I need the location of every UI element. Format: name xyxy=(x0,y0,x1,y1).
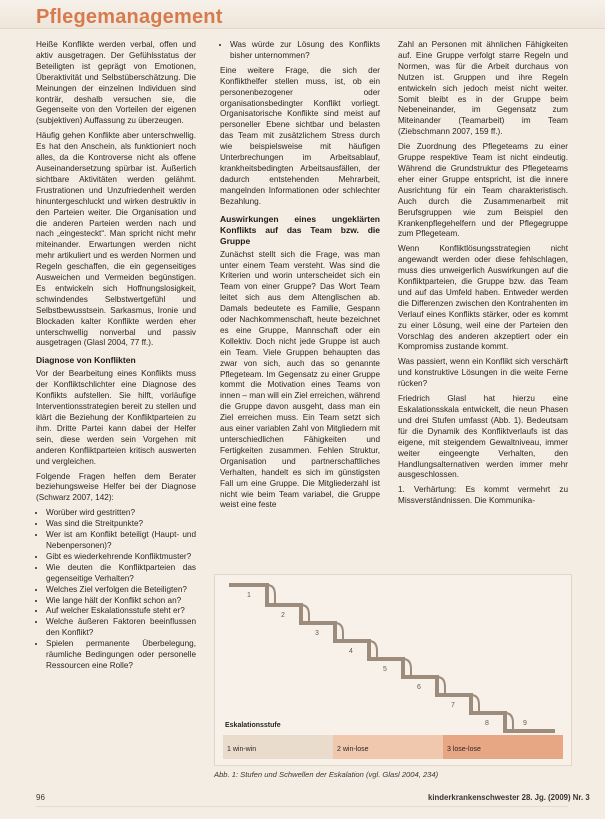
legend-title: Eskalationsstufe xyxy=(225,722,281,729)
list-item: • Welches Ziel verfolgen die Beteiligten? xyxy=(46,585,196,596)
diagnosis-question-list xyxy=(36,508,196,672)
footer-divider xyxy=(36,806,568,807)
text-column-3 xyxy=(398,40,568,511)
zone-label-lose-lose: 3 lose-lose xyxy=(447,746,481,753)
paragraph: Wenn Konfliktlösungsstrategien nicht angewandt werden oder diese fehlschlagen, muss dies unweigerlich Auswirkungen auf die Konfliktparteien, die Gruppe bzw. das Team und auf das Umfeld haben. Entweder werden die Differenzen zwischen den Kontrahenten im Verlauf eines Konflikts stärker, oder es kommt zu einer Lösung, weil eine der Parteien den Vorschlag des anderen akzeptiert oder ein Kompromiss zustande kommt. xyxy=(398,244,568,352)
step-number: 6 xyxy=(417,684,421,691)
list-item: • Welche äußeren Faktoren beeinflussen den Konflikt? xyxy=(46,617,196,639)
paragraph: 1. Verhärtung: Es kommt vermehrt zu Missverständnissen. Die Kommunika- xyxy=(398,485,568,506)
paragraph: Häufig gehen Konflikte aber unterschwellig. Es hat den Anschein, als funktioniert noch alles, da die Kontroverse nicht als offene Auseinandersetzung spürbar ist. Äußerlich sichtbare Aktivitäten werden gelähmt. Frustrationen und Unzufriedenheit werden hinuntergeschluckt und wirken destruktiv in den Parteien weiter. Die Organisation und die anderen Parteien werden nach und nach „eingesteckt“. Man spricht nicht mehr miteinander. Erwartungen werden nicht mehr artikuliert und es werden Normen und Regeln geschaffen, die ein gegenseitiges Ausweichen und Vermeiden begünstigen. Es entwickeln sich Hoffnungslosigkeit, schwindendes Selbstwertgefühl und Selbstbewusstsein. Sarkasmus, Ironie und Blockaden kalter Konflikte werden eher unterschwellig nonverbal und passiv ausgetragen (Glasl 2004, 77 ff.). xyxy=(36,131,196,348)
list-item: • Wie lange hält der Konflikt schon an? xyxy=(46,596,196,607)
subheading-diagnose: Diagnose von Konflikten xyxy=(36,355,136,366)
escalation-staircase-diagram xyxy=(215,575,571,765)
step-number: 3 xyxy=(315,630,319,637)
list-item: • Spielen permanente Überbelegung, räumliche Bedingungen oder personelle Ressourcen eine Rolle? xyxy=(46,639,196,672)
header-band xyxy=(0,0,605,29)
subheading-auswirkungen: Auswirkungen eines ungeklärten Konflikts auf das Team bzw. die Gruppe xyxy=(220,213,380,246)
text-column-2 xyxy=(220,40,380,515)
step-number: 4 xyxy=(349,648,353,655)
list-item: • Worüber wird gestritten? xyxy=(46,508,196,519)
page-number: 96 xyxy=(36,793,45,802)
escalation-figure xyxy=(214,574,572,766)
paragraph: Was passiert, wenn ein Konflikt sich verschärft und konstruktive Lösungen in die weite Ferne rücken? xyxy=(398,357,568,389)
step-number: 5 xyxy=(383,666,387,673)
list-item: • Gibt es wiederkehrende Konfliktmuster? xyxy=(46,552,196,563)
top-bullet-list xyxy=(220,40,380,62)
section-title: Pflegemanagement xyxy=(36,6,223,28)
step-number: 7 xyxy=(451,702,455,709)
figure-caption: Abb. 1: Stufen und Schwellen der Eskalation (vgl. Glasl 2004, 234) xyxy=(214,770,439,779)
paragraph: Die Zuordnung des Pflegeteams zu einer Gruppe respektive Team ist nicht eindeutig. Während die Grundstruktur des Pflegeteams eher einer Gruppe entspricht, ist die innere Ausrichtung für ein Team charakteristisch. Auch durch die Zusammenarbeit mit Berufsgruppen wie zum Beispiel den Krankenpflegehelfern und der Pflegegruppe zum Pflegeteam. xyxy=(398,142,568,239)
staircase-line xyxy=(229,585,555,731)
list-item: • Was sind die Streitpunkte? xyxy=(46,519,196,530)
zone-label-win-win: 1 win-win xyxy=(227,746,257,753)
paragraph: Eine weitere Frage, die sich der Konflikthelfer stellen muss, ist, ob ein personenbezogener oder organisationsbedingter Konflikt vorliegt. Organisatorische Konflikte sind meist auf personeller Ebene sichtbar und belasten das Team mit zusätzlichem Stress durch wie beispielsweise mit häufigen Unterbrechungen im Arbeitsablauf, krankheitsbedingten Arbeitsausfällen, der dadurch entstehenden Mehrarbeit, mangelnden Informationen oder schlechter Bezahlung. xyxy=(220,65,380,206)
paragraph: Folgende Fragen helfen dem Berater beziehungsweise Helfer bei der Diagnose (Schwarz 2007, 142): xyxy=(36,471,196,503)
text-column-1 xyxy=(36,40,196,676)
journal-footer: kinderkrankenschwester 28. Jg. (2009) Nr. 3 xyxy=(428,793,590,802)
step-number: 1 xyxy=(247,592,251,599)
paragraph: Heiße Konflikte werden verbal, offen und aktiv ausgetragen. Der Gefühlsstatus der Beteiligten ist geprägt von Emotionen, Überaktivität und Selbstüberschätzung. Die Meinungen der einzelnen Individuen sind konträr, deshalb versuchen sie, die Gegenseite von den Vorteilen der eigenen (subjektiven) Auffassung zu überzeugen. xyxy=(36,40,196,126)
zone-label-win-lose: 2 win-lose xyxy=(337,746,369,753)
step-number: 2 xyxy=(281,612,285,619)
paragraph: Vor der Bearbeitung eines Konflikts muss der Konfliktschlichter eine Diagnose des Konflikts aufstellen. Sie hilft, vorläufige Interventionsstrategien bereit zu stellen und klärt die Beziehung der Konfliktparteien zu ihm. Dritte Partei kann dabei der Helfer sein, diese werden sein Vorgehen mit anderen Konfliktparteien kritisch auswerten und vergleichen. xyxy=(36,369,196,466)
list-item: • Was würde zur Lösung des Konflikts bisher unternommen? xyxy=(230,40,380,62)
list-item: • Auf welcher Eskalationsstufe steht er? xyxy=(46,606,196,617)
paragraph: Zahl an Personen mit ähnlichen Fähigkeiten auf. Eine Gruppe verfolgt starre Regeln und Normen, was für die Arbeit durchaus von Nutzen ist. Gruppen und ihre Regeln entwickeln sich jedoch meist nicht weiter. Somit bleibt es in der Gruppe beim Nebeneinander, im Gegensatz zum Miteinander (Teamarbeit) im Team (Ziebschmann 2007, 159 ff.). xyxy=(398,40,568,137)
step-number: 8 xyxy=(485,720,489,727)
paragraph: Zunächst stellt sich die Frage, was man unter einem Team versteht. Was sind die Kriterien und worin unterscheidet sich ein Team von einer Gruppe? Das Wort Team leitet sich aus dem Altenglischen ab. Damals bedeutete es Familie, Gespann oder Nachkommenschaft, heute bezeichnet es eine Gruppe, Mannschaft oder ein Kollektiv. Doch nicht jede Gruppe ist auch ein Team. Viele Gruppen behaupten das zwar von sich, auch das so genannte Pflegeteam. Im Gegensatz zu einer Gruppe kommt die Motivation eines Teams von innen – man will ein Ziel erreichen, während die Gruppe davon ausgeht, dass man ein Ziel erreichen muss. Ein Team setzt sich aus einer variablen Zahl von Mitgliedern mit unterschiedlichen Fähigkeiten und Fertigkeiten zusammen. Fehlen Struktur, Organisation und partnerschaftliches Verhalten, handelt es sich im günstigsten Fall um eine Gruppe. Die Mitgliederzahl ist nicht wie beim Team variabel, die Gruppe weist eine feste xyxy=(220,249,380,510)
paragraph: Friedrich Glasl hat hierzu eine Eskalationsskala entwickelt, die neun Phasen und drei Stufen umfasst (Abb. 1). Bedeutsam für die Dynamik des Konfliktverlaufs ist das eigene, mit steigendem Gewaltniveau, immer weiter eingeengte Verhalten, den Handlungsalternativen werden immer mehr ausgeschlossen. xyxy=(398,394,568,480)
list-item: • Wie deuten die Konfliktparteien das gegenseitige Verhalten? xyxy=(46,563,196,585)
step-number: 9 xyxy=(523,720,527,727)
list-item: • Wer ist am Konflikt beteiligt (Haupt- und Nebenpersonen)? xyxy=(46,530,196,552)
